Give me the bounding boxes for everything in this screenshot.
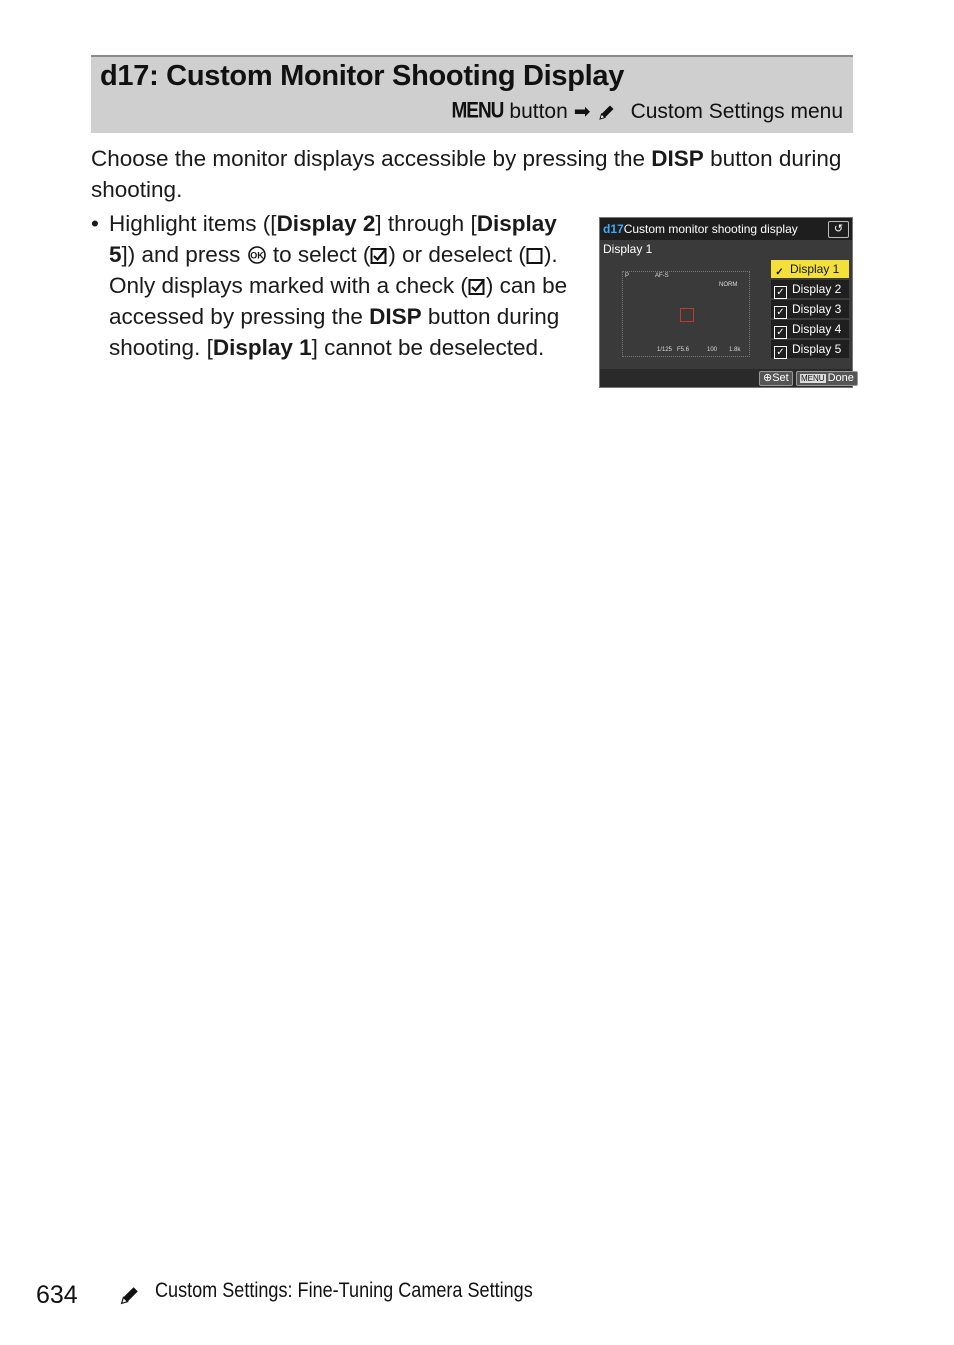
section-header [91, 55, 853, 133]
preview-mode: P [625, 273, 630, 279]
preview-aperture: F5.6 [677, 347, 690, 353]
bullet-text-part: button during shooting. [ [109, 304, 560, 360]
menu-button-icon: MENU [451, 98, 504, 123]
bold-display-1: Display 1 [212, 335, 312, 360]
back-icon: ↺ [828, 221, 849, 238]
display-option-3[interactable] [771, 300, 849, 318]
check-icon: ✓ [774, 306, 787, 319]
bullet-text-part: ] through [ [375, 211, 477, 236]
checked-box-icon [370, 247, 388, 265]
preview-frames: 1.8k [729, 347, 741, 353]
display-option-label: Display 1 [790, 262, 840, 276]
nav-menu-label: Custom Settings menu [630, 99, 843, 123]
display-option-label: Display 2 [792, 282, 842, 296]
bold-display-2: Display 2 [276, 211, 376, 236]
pencil-icon [118, 1283, 142, 1312]
bullet-text-part: Highlight items ([ [109, 211, 277, 236]
ok-button-icon [247, 245, 267, 265]
preview-quality: NORM [719, 282, 738, 288]
display-option-1[interactable] [771, 260, 849, 278]
pencil-icon [597, 102, 617, 122]
done-button[interactable] [796, 371, 858, 386]
nav-button-label: button [509, 99, 568, 123]
bullet-text-part: ) or deselect ( [388, 242, 526, 267]
check-icon: ✓ [775, 267, 784, 278]
camera-screen-image [599, 217, 853, 388]
disp-label: DISP [651, 146, 704, 171]
page-footer [36, 1278, 736, 1310]
check-icon: ✓ [774, 286, 787, 299]
disp-label: DISP [369, 304, 422, 329]
svg-text:OK: OK [249, 250, 264, 261]
arrow-right-icon: ➡ [573, 101, 591, 123]
multi-selector-icon: ⊕ [763, 372, 773, 384]
camera-screen-footer [600, 369, 852, 387]
bullet-dot: • [91, 211, 99, 236]
display-option-label: Display 5 [792, 342, 842, 356]
bullet-text-part: ]) and press [121, 242, 247, 267]
bullet-text-part: ) can be accessed by pressing the [109, 273, 568, 329]
camera-screen-titlebar [600, 218, 852, 240]
preview-iso: 100 [707, 347, 718, 353]
page-title: d17: Custom Monitor Shooting Display [100, 60, 625, 92]
checked-box-icon [468, 278, 486, 296]
display-list [771, 260, 849, 360]
camera-screen-subtitle: Display 1 [603, 242, 653, 256]
check-icon: ✓ [774, 326, 787, 339]
display-preview [622, 271, 750, 357]
set-button[interactable] [759, 371, 793, 386]
done-label: Done [827, 372, 854, 384]
bullet-item [91, 208, 571, 363]
camera-screen-title: Custom monitor shooting display [623, 222, 798, 236]
display-option-label: Display 4 [792, 322, 842, 336]
preview-shutter: 1/125 [657, 347, 673, 353]
menu-button-icon: MENU [801, 374, 825, 383]
set-label: Set [772, 372, 789, 384]
bold-display-5: Display 5 [109, 211, 557, 267]
display-option-2[interactable] [771, 280, 849, 298]
intro-text-end: button during shooting. [91, 146, 842, 202]
display-option-5[interactable] [771, 340, 849, 358]
intro-text: Choose the monitor displays accessible by pressing the [91, 146, 652, 171]
bullet-text-part: to select ( [266, 242, 371, 267]
intro-paragraph [91, 143, 851, 205]
bullet-text-part: ). Only displays marked with a check ( [109, 242, 558, 298]
menu-path [451, 99, 843, 124]
preview-af: AF-S [655, 273, 669, 279]
page-number: 634 [36, 1281, 78, 1309]
display-option-4[interactable] [771, 320, 849, 338]
display-option-label: Display 3 [792, 302, 842, 316]
bullet-text-part: ] cannot be deselected. [311, 335, 545, 360]
af-point [680, 308, 694, 322]
setting-code: d17 [603, 222, 624, 236]
empty-box-icon [526, 247, 544, 265]
footer-section-title: Custom Settings: Fine-Tuning Camera Settings [155, 1279, 533, 1302]
check-icon: ✓ [774, 346, 787, 359]
bullet-text [109, 208, 571, 363]
